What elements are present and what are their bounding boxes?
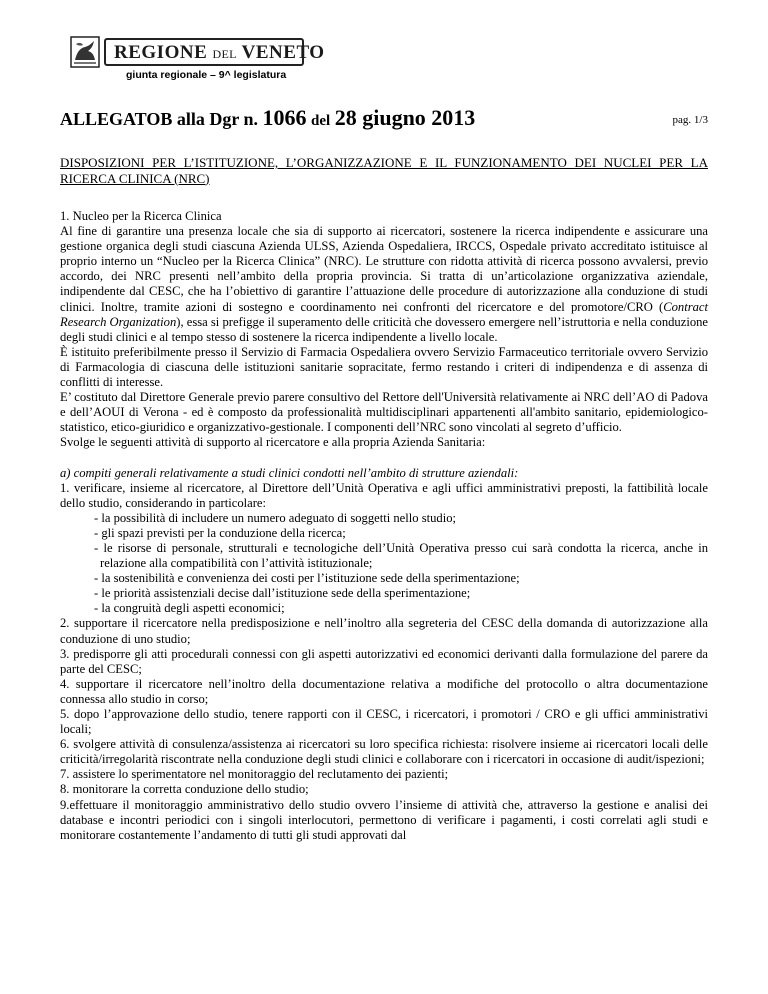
list-item-2: 2. supportare il ricercatore nella predisposizione e nell’inoltro alla segreteria del CESC della domanda di autorizzazione alla conduzione di uno studio; (60, 616, 708, 646)
logo-subtitle: giunta regionale – 9^ legislatura (126, 69, 287, 81)
page-number: pag. 1/3 (672, 114, 708, 126)
logo-regione: REGIONE (114, 42, 208, 63)
paragraph-1-text-b: ), essa si prefigge il superamento delle criticità che dovessero emergere nell’istruttoria e nella conduzione degli studi clinici e al tempo stesso di sostenere la ricerca indipendente a livello locale. (60, 314, 708, 344)
document-body (60, 209, 708, 843)
list-subitem: - gli spazi previsti per la conduzione della ricerca; (94, 525, 346, 540)
paragraph-4: Svolge le seguenti attività di supporto al ricercatore e alla propria Azienda Sanitaria: (60, 435, 486, 450)
list-subitem: - la possibilità di includere un numero adeguato di soggetti nello studio; (94, 510, 457, 525)
regione-veneto-logo (70, 34, 325, 84)
lion-of-st-mark-icon (70, 36, 100, 68)
list-subitem: - le risorse di personale, strutturali e tecnologiche dell’Unità Operativa presso cui sarà condotta la ricerca, anche in relazione alla compatibilità con l’attività istituzionale; (94, 540, 708, 571)
list-item-6: 6. svolgere attività di consulenza/assistenza ai ricercatori su loro specifica richiesta: risolvere insieme ai ricercatori locali delle criticità/irregolarità riscontrate nella conduzione degli studi clinici e collaborare con i ricercatori in occasione di audit/ispezioni; (60, 737, 708, 767)
paragraph-3: E’ costituto dal Direttore Generale previo parere consultivo del Rettore dell'Università relativamente ai NRC dell’AO di Padova e dell’AOUI di Verona - ed è composto da professionalità multidisciplinari appartenenti all'ambito sanitario, epidemiologico-statistico, etico-giuridico e organizzativo-gestionale. I componenti dell’NRC sono vincolati al segreto d’ufficio. (60, 390, 708, 435)
document-title-line (60, 105, 708, 135)
dgr-date: 28 giugno 2013 (334, 105, 476, 130)
list-item-5: 5. dopo l’approvazione dello studio, tenere rapporti con il CESC, i ricercatori, i promotori / CRO e gli uffici amministrativi locali; (60, 707, 708, 737)
list-item-7: 7. assistere lo sperimentatore nel monitoraggio del reclutamento dei pazienti; (60, 767, 449, 782)
list-item-4: 4. supportare il ricercatore nell’inoltro della documentazione relativa a modifiche del protocollo o altra documentazione connessa allo studio in corso; (60, 676, 708, 706)
logo-wordmark-box (104, 38, 325, 66)
dgr-number: 1066 (262, 105, 307, 130)
logo-veneto: VENETO (241, 42, 325, 63)
section-heading: DISPOSIZIONI PER L’ISTITUZIONE, L’ORGANIZZAZIONE E IL FUNZIONAMENTO DEI NUCLEI PER LA RICERCA CLINICA (NRC) (60, 155, 708, 186)
list-subitem: - la sostenibilità e convenienza dei costi per l’istituzione sede della sperimentazione; (94, 571, 520, 586)
title-del: del (311, 113, 331, 129)
logo-wordmark (114, 42, 325, 64)
logo-del: DEL (212, 47, 237, 61)
paragraph-1-cro: Contract Research Organization (60, 299, 708, 329)
paragraph-2: È istituito preferibilmente presso il Servizio di Farmacia Ospedaliera ovvero Servizio Farmaceutico territoriale ovvero Servizio di Farmacologia di ciascuna delle istituzioni sanitarie sopracitate, fermo restando i criteri di indipendenza e di assenza di conflitti di interesse. (60, 344, 708, 390)
list-item-3: 3. predisporre gli atti procedurali connessi con gli aspetti autorizzativi ed economici derivanti dalla formulazione del parere da parte del CESC; (60, 646, 708, 676)
title-prefix: ALLEGATOB alla Dgr n. (60, 109, 259, 129)
list-item-8: 8. monitorare la corretta conduzione dello studio; (60, 782, 309, 797)
list-item-9: 9.effettuare il monitoraggio amministrativo dello studio ovvero l’insieme di attività che, attraverso la gestione e analisi dei database e incontri periodici con i singoli interlocutori, permettono di verificare i pagamenti, i costi correlati agli studi e monitorare costantemente l’andamento di tutti gli studi approvati dal (60, 797, 708, 842)
list-item-1: 1. verificare, insieme al ricercatore, al Direttore dell’Unità Operativa e agli uffici amministrativi preposti, la fattibilità locale dello studio, considerando in particolare: (60, 480, 708, 510)
list-subitem: - le priorità assistenziali decise dall’istituzione sede della sperimentazione; (94, 586, 471, 601)
paragraph-1 (60, 224, 708, 345)
section-title: 1. Nucleo per la Ricerca Clinica (60, 209, 222, 223)
document-title (60, 105, 475, 131)
list-subitem: - la congruità degli aspetti economici; (94, 601, 285, 616)
paragraph-1-text-a: Al fine di garantire una presenza locale che sia di supporto ai ricercatori, sostenere la ricerca indipendente e assicurare una gestione organica degli studi ciascuna Azienda ULSS, Azienda Ospedaliera, IRCCS, Ospedale privato accreditato istituisce al proprio interno un “Nucleo per la Ricerca Clinica” (NRC). Le strutture con ridotta attività di ricerca possono avvalersi, previo accordo, dei NRC presenti nell’ambito della propria provincia. Si tratta di un’articolazione organizzativa aziendale, indipendente dal CESC, che ha l’obiettivo di garantire l’attuazione delle procedure di autorizzazione alla conduzione di studi clinici. Inoltre, tramite azioni di sostegno e coordinamento nei confronti del ricercatore e del promotore/CRO ( (60, 224, 708, 314)
subsection-a: a) compiti generali relativamente a studi clinici condotti nell’ambito di strutture aziendali: (60, 465, 519, 480)
